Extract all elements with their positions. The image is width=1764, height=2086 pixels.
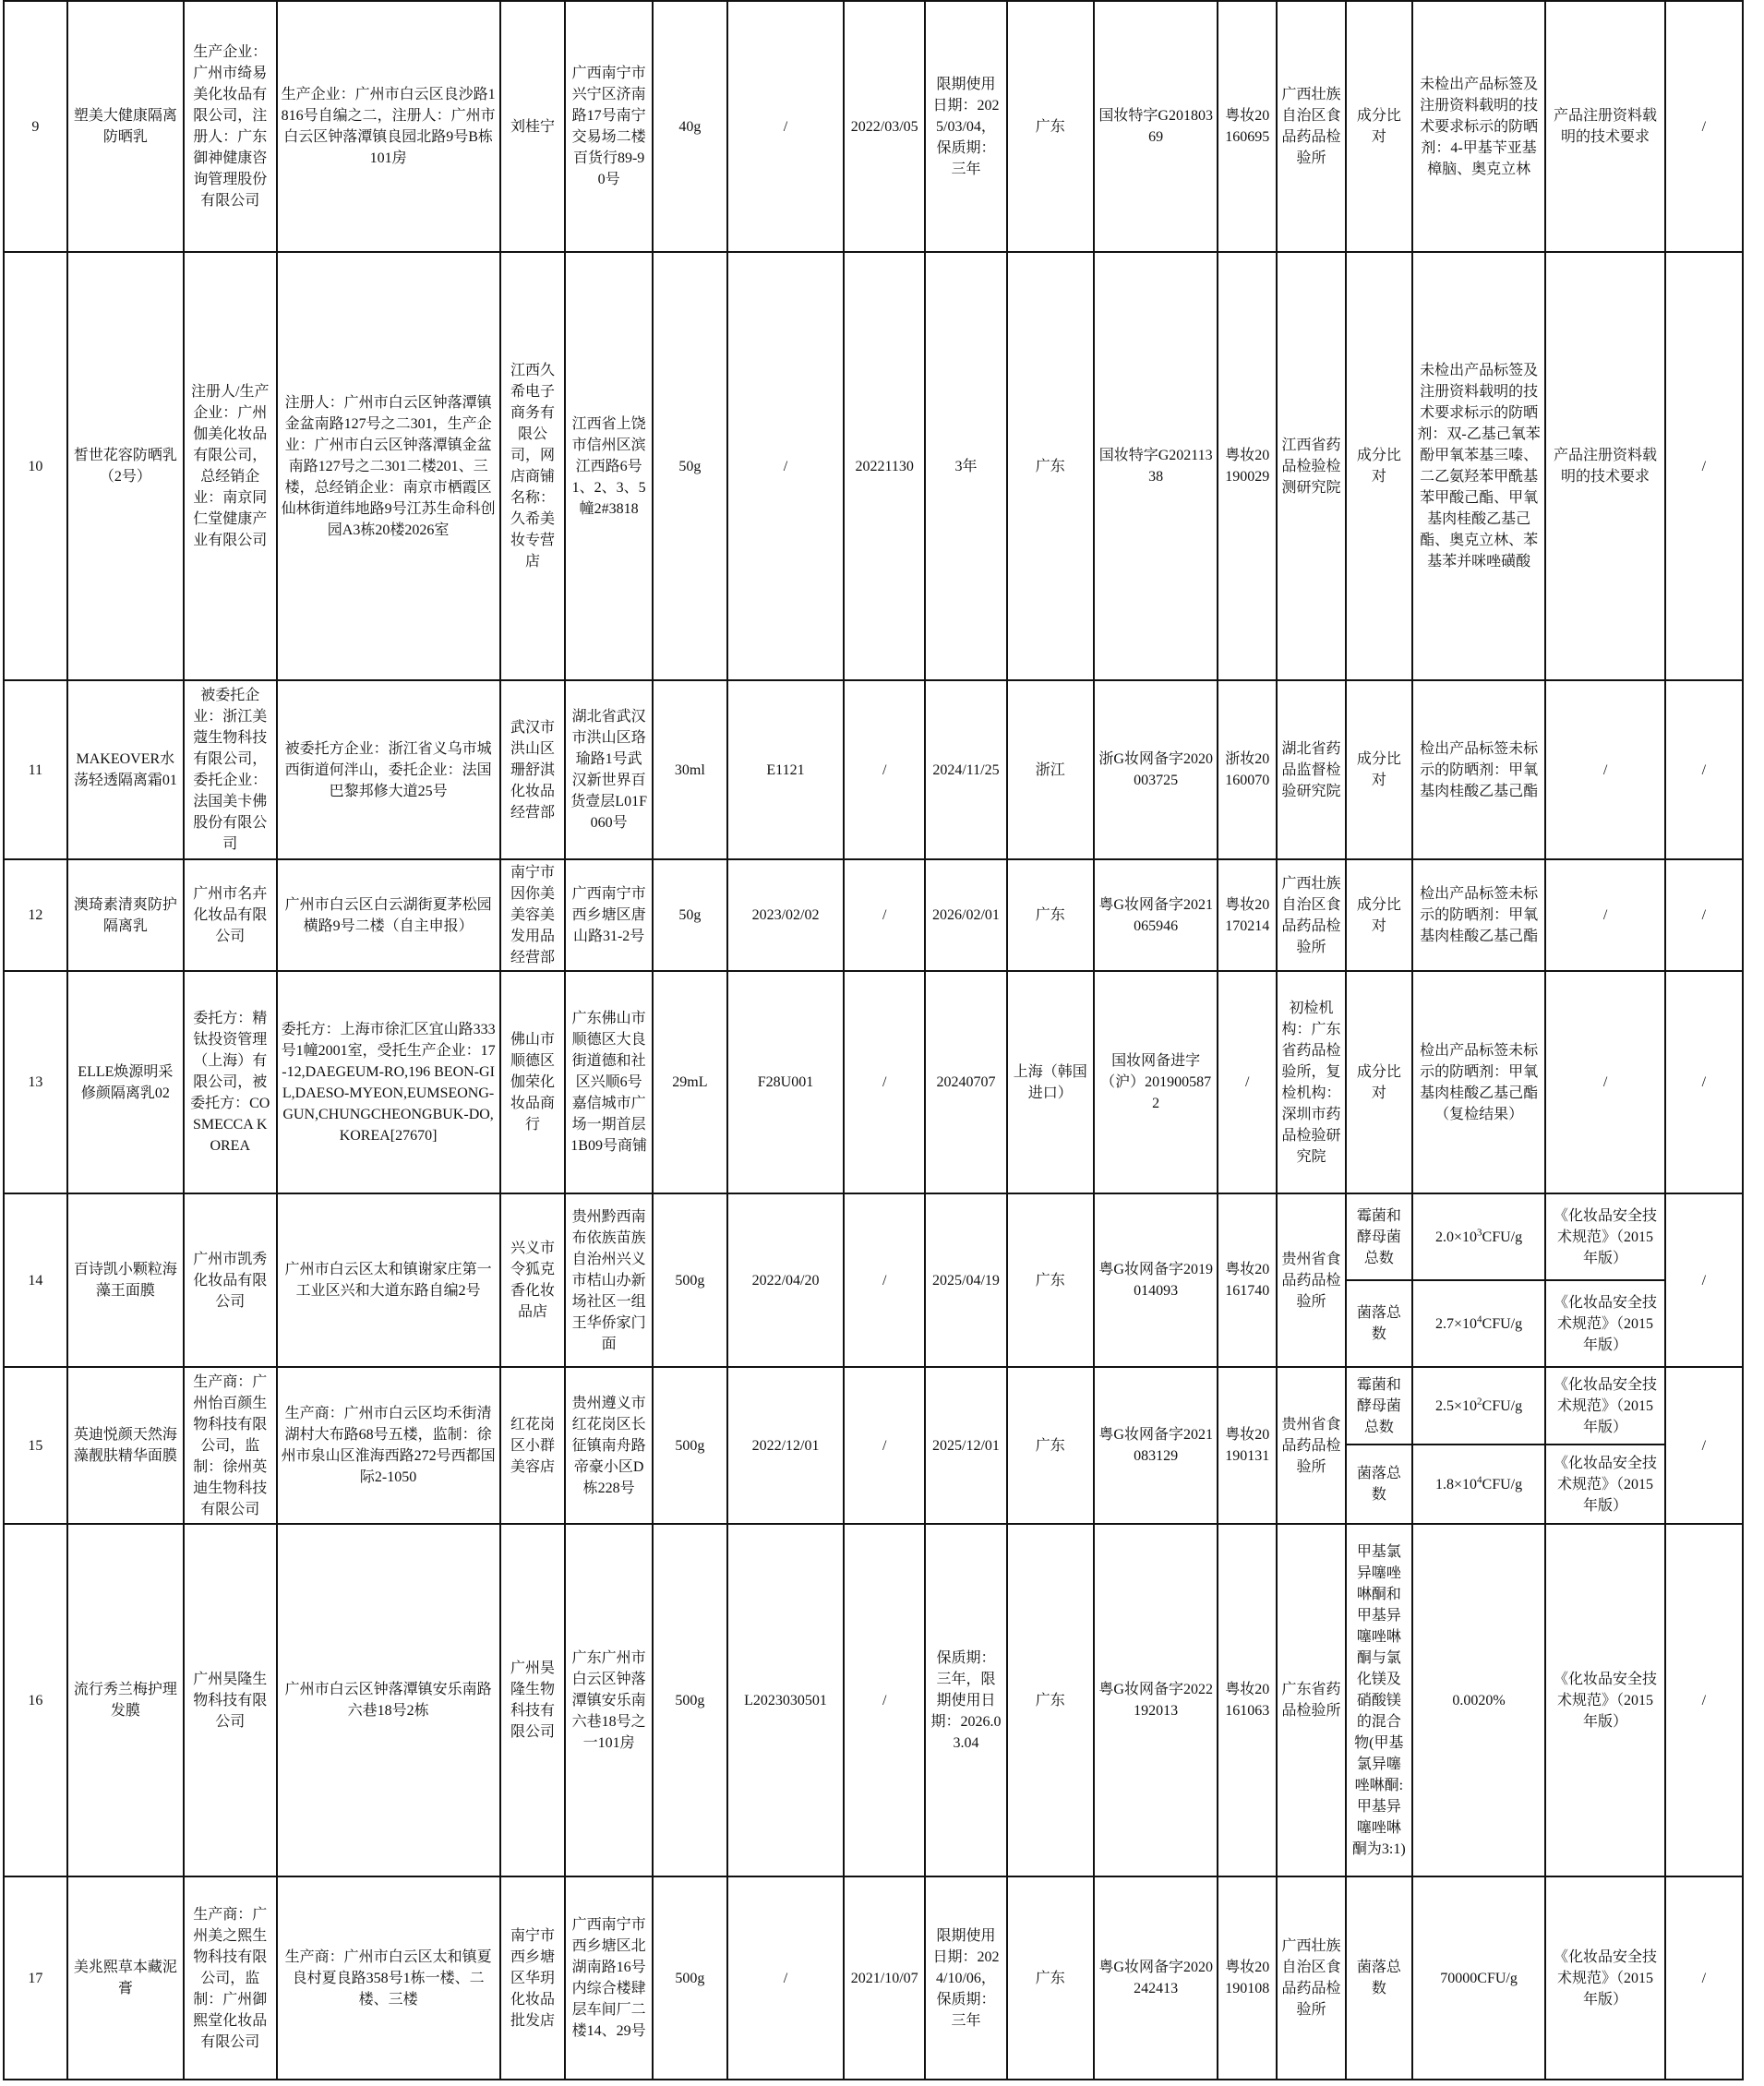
- cell-address: 广州市白云区太和镇谢家庄第一工业区兴和大道东路自编2号: [277, 1193, 500, 1367]
- cell-license: 粤妆20161063: [1218, 1524, 1277, 1876]
- cell-product: 澳琦素清爽防护隔离乳: [67, 859, 184, 971]
- cell-company: 生产企业：广州市绮易美化妆品有限公司，注册人：广东御神健康咨询管理股份有限公司: [184, 1, 277, 252]
- cell-seller: 刘桂宁: [500, 1, 566, 252]
- table-row: [4, 1876, 1743, 2080]
- cell-inspector: 广东省药品检验所: [1277, 1524, 1346, 1876]
- cell-standard: 产品注册资料载明的技术要求: [1545, 1, 1664, 252]
- cell-license: 粤妆20160695: [1218, 1, 1277, 252]
- cell-batch: L2023030501: [727, 1524, 844, 1876]
- table-row: [4, 1524, 1743, 1876]
- cell-batch: 2022/04/20: [727, 1193, 844, 1367]
- cell-product: MAKEOVER水荡轻透隔离霜01: [67, 680, 184, 859]
- cell-registration: 国妆特字G20180369: [1094, 1, 1218, 252]
- cell-expiry: 保质期：三年，限期使用日期：2026.03.04: [925, 1524, 1006, 1876]
- cell-remark: /: [1665, 1367, 1743, 1524]
- cell-seller-address: 广西南宁市西乡塘区北湖南路16号内综合楼肆层车间厂二楼14、29号: [565, 1876, 652, 2080]
- cell-registration: 粤G妆网备字2020242413: [1094, 1876, 1218, 2080]
- cell-standard: 《化妆品安全技术规范》（2015年版）: [1545, 1193, 1664, 1280]
- cell-item: 霉菌和酵母菌总数: [1346, 1367, 1412, 1445]
- cell-seller: 佛山市顺德区伽荣化妆品商行: [500, 971, 566, 1193]
- cell-product: 皙世花容防晒乳（2号）: [67, 252, 184, 680]
- cell-company: 注册人/生产企业：广州伽美化妆品有限公司，总经销企业：南京同仁堂健康产业有限公司: [184, 252, 277, 680]
- cell-result: 检出产品标签未标示的防晒剂：甲氧基肉桂酸乙基己酯（复检结果）: [1412, 971, 1546, 1193]
- cell-standard: 《化妆品安全技术规范》（2015年版）: [1545, 1876, 1664, 2080]
- cell-inspector: 广西壮族自治区食品药品检验所: [1277, 1876, 1346, 2080]
- cell-origin: 广东: [1007, 1367, 1094, 1524]
- cell-expiry: 2026/02/01: [925, 859, 1006, 971]
- cell-item: 霉菌和酵母菌总数: [1346, 1193, 1412, 1280]
- cell-production-date: 20221130: [844, 252, 925, 680]
- cell-result: 70000CFU/g: [1412, 1876, 1546, 2080]
- cell-item: 成分比对: [1346, 971, 1412, 1193]
- cell-license: 粤妆20170214: [1218, 859, 1277, 971]
- cell-license: /: [1218, 971, 1277, 1193]
- cell-seller-address: 贵州遵义市红花岗区长征镇南舟路帝豪小区D栋228号: [565, 1367, 652, 1524]
- cell-seller: 红花岗区小群美容店: [500, 1367, 566, 1524]
- cell-batch: /: [727, 1876, 844, 2080]
- cell-batch: /: [727, 1, 844, 252]
- cell-no: 16: [4, 1524, 67, 1876]
- cell-production-date: 2021/10/07: [844, 1876, 925, 2080]
- table-row: [4, 859, 1743, 971]
- cell-spec: 500g: [653, 1524, 727, 1876]
- cell-address: 广州市白云区钟落潭镇安乐南路六巷18号2栋: [277, 1524, 500, 1876]
- cell-batch: 2022/12/01: [727, 1367, 844, 1524]
- cell-inspector: 贵州省食品药品检验所: [1277, 1367, 1346, 1524]
- cell-company: 广州市凯秀化妆品有限公司: [184, 1193, 277, 1367]
- cell-seller-address: 广西南宁市兴宁区济南路17号南宁交易场二楼百货行89-90号: [565, 1, 652, 252]
- cell-production-date: /: [844, 971, 925, 1193]
- cell-address: 广州市白云区白云湖街夏茅松园横路9号二楼（自主申报）: [277, 859, 500, 971]
- cell-inspector: 贵州省食品药品检验所: [1277, 1193, 1346, 1367]
- cell-result: 0.0020%: [1412, 1524, 1546, 1876]
- cell-expiry: 20240707: [925, 971, 1006, 1193]
- cell-no: 11: [4, 680, 67, 859]
- cell-production-date: /: [844, 1367, 925, 1524]
- cell-registration: 国妆特字G20211338: [1094, 252, 1218, 680]
- cell-remark: /: [1665, 971, 1743, 1193]
- cell-license: 浙妆20160070: [1218, 680, 1277, 859]
- cell-result: 检出产品标签未标示的防晒剂：甲氧基肉桂酸乙基己酯: [1412, 859, 1546, 971]
- cell-result: 未检出产品标签及注册资料载明的技术要求标示的防晒剂：双-乙基己氧苯酚甲氧苯基三嗪、二乙氨羟苯甲酰基苯甲酸己酯、甲氧基肉桂酸乙基己酯、奥克立林、苯基苯并咪唑磺酸: [1412, 252, 1546, 680]
- cell-origin: 广东: [1007, 1, 1094, 252]
- cell-seller-address: 广东佛山市顺德区大良街道德和社区兴顺6号嘉信城市广场一期首层1B09号商铺: [565, 971, 652, 1193]
- cell-remark: /: [1665, 252, 1743, 680]
- cell-batch: E1121: [727, 680, 844, 859]
- table-row: [4, 1367, 1743, 1445]
- cell-expiry: 限期使用日期：2025/03/04，保质期：三年: [925, 1, 1006, 252]
- cell-seller: 广州昊隆生物科技有限公司: [500, 1524, 566, 1876]
- cell-expiry: 限期使用日期：2024/10/06，保质期：三年: [925, 1876, 1006, 2080]
- cell-spec: 29mL: [653, 971, 727, 1193]
- cell-origin: 广东: [1007, 1193, 1094, 1367]
- cell-company: 广州市名卉化妆品有限公司: [184, 859, 277, 971]
- cell-no: 10: [4, 252, 67, 680]
- cell-product: 美兆熙草本藏泥膏: [67, 1876, 184, 2080]
- cell-standard: 《化妆品安全技术规范》（2015年版）: [1545, 1524, 1664, 1876]
- cell-seller-address: 广东广州市白云区钟落潭镇安乐南六巷18号之一101房: [565, 1524, 652, 1876]
- cell-remark: /: [1665, 1876, 1743, 2080]
- cell-item: 菌落总数: [1346, 1280, 1412, 1367]
- cell-remark: /: [1665, 1524, 1743, 1876]
- cell-seller: 江西久希电子商务有限公司，网店商铺名称：久希美妆专营店: [500, 252, 566, 680]
- cell-standard: 产品注册资料载明的技术要求: [1545, 252, 1664, 680]
- cell-spec: 500g: [653, 1367, 727, 1524]
- cell-result: $2.0\times 10^3CFU/g$: [1412, 1193, 1546, 1280]
- cell-seller: 武汉市洪山区珊舒淇化妆品经营部: [500, 680, 566, 859]
- cell-address: 生产商：广州市白云区太和镇夏良村夏良路358号1栋一楼、二楼、三楼: [277, 1876, 500, 2080]
- cell-expiry: 2025/12/01: [925, 1367, 1006, 1524]
- cell-registration: 粤G妆网备字2021083129: [1094, 1367, 1218, 1524]
- cell-origin: 浙江: [1007, 680, 1094, 859]
- cell-item: 成分比对: [1346, 859, 1412, 971]
- cell-remark: /: [1665, 680, 1743, 859]
- cell-production-date: 2022/03/05: [844, 1, 925, 252]
- cell-remark: /: [1665, 1, 1743, 252]
- cell-item: 菌落总数: [1346, 1876, 1412, 2080]
- cell-result: 未检出产品标签及注册资料载明的技术要求标示的防晒剂：4-甲基苄亚基樟脑、奥克立林: [1412, 1, 1546, 252]
- cell-result: 检出产品标签未标示的防晒剂：甲氧基肉桂酸乙基己酯: [1412, 680, 1546, 859]
- cell-item: 成分比对: [1346, 680, 1412, 859]
- table-row: [4, 1193, 1743, 1280]
- cell-registration: 国妆网备进字（沪）2019005872: [1094, 971, 1218, 1193]
- cell-spec: 50g: [653, 859, 727, 971]
- cell-spec: 500g: [653, 1193, 727, 1367]
- cell-standard: /: [1545, 859, 1664, 971]
- cell-result: $2.7\times 10^4CFU/g$: [1412, 1280, 1546, 1367]
- cell-seller: 兴义市令狐克香化妆品店: [500, 1193, 566, 1367]
- cell-batch: F28U001: [727, 971, 844, 1193]
- cell-expiry: 2024/11/25: [925, 680, 1006, 859]
- cell-product: 流行秀兰梅护理发膜: [67, 1524, 184, 1876]
- table-row: [4, 680, 1743, 859]
- cell-address: 委托方：上海市徐汇区宜山路333号1幢2001室，受托生产企业：17-12,DAEGEUM-RO,196 BEON-GIL,DAESO-MYEON,EUMSEONG-GUN,CHUNGCHEONGBUK-DO,KOREA[27670]: [277, 971, 500, 1193]
- cell-expiry: 3年: [925, 252, 1006, 680]
- cell-origin: 广东: [1007, 1524, 1094, 1876]
- cell-inspector: 广西壮族自治区食品药品检验所: [1277, 859, 1346, 971]
- cell-batch: /: [727, 252, 844, 680]
- cell-registration: 粤G妆网备字2022192013: [1094, 1524, 1218, 1876]
- cell-seller-address: 贵州黔西南布依族苗族自治州兴义市桔山办新场社区一组王华侨家门面: [565, 1193, 652, 1367]
- cell-no: 12: [4, 859, 67, 971]
- cell-product: 百诗凯小颗粒海藻王面膜: [67, 1193, 184, 1367]
- cell-remark: /: [1665, 1193, 1743, 1367]
- inspection-results-table: [3, 0, 1744, 2080]
- cell-batch: 2023/02/02: [727, 859, 844, 971]
- cell-company: 被委托企业：浙江美蔻生物科技有限公司，委托企业：法国美卡佛股份有限公司: [184, 680, 277, 859]
- cell-no: 14: [4, 1193, 67, 1367]
- cell-spec: 40g: [653, 1, 727, 252]
- cell-address: 被委托方企业：浙江省义乌市城西街道何泮山，委托企业：法国巴黎邦修大道25号: [277, 680, 500, 859]
- cell-no: 13: [4, 971, 67, 1193]
- cell-item: 甲基氯异噻唑啉酮和甲基异噻唑啉酮与氯化镁及硝酸镁的混合物(甲基氯异噻唑啉酮:甲基异噻唑啉酮为3:1): [1346, 1524, 1412, 1876]
- cell-inspector: 江西省药品检验检测研究院: [1277, 252, 1346, 680]
- cell-inspector: 初检机构：广东省药品检验所，复检机构：深圳市药品检验研究院: [1277, 971, 1346, 1193]
- cell-license: 粤妆20190108: [1218, 1876, 1277, 2080]
- cell-standard: 《化妆品安全技术规范》（2015年版）: [1545, 1280, 1664, 1367]
- cell-address: 生产企业：广州市白云区良沙路1816号自编之二，注册人：广州市白云区钟落潭镇良园北路9号B栋101房: [277, 1, 500, 252]
- cell-expiry: 2025/04/19: [925, 1193, 1006, 1367]
- cell-registration: 粤G妆网备字2019014093: [1094, 1193, 1218, 1367]
- cell-no: 9: [4, 1, 67, 252]
- cell-spec: 30ml: [653, 680, 727, 859]
- cell-standard: /: [1545, 680, 1664, 859]
- cell-seller-address: 江西省上饶市信州区滨江西路6号1、2、3、5幢2#3818: [565, 252, 652, 680]
- cell-no: 17: [4, 1876, 67, 2080]
- cell-company: 生产商：广州怡百颜生物科技有限公司，监制：徐州英迪生物科技有限公司: [184, 1367, 277, 1524]
- cell-production-date: /: [844, 680, 925, 859]
- cell-inspector: 湖北省药品监督检验研究院: [1277, 680, 1346, 859]
- cell-seller-address: 广西南宁市西乡塘区唐山路31-2号: [565, 859, 652, 971]
- table-row: [4, 252, 1743, 680]
- cell-remark: /: [1665, 859, 1743, 971]
- cell-registration: 粤G妆网备字2021065946: [1094, 859, 1218, 971]
- cell-origin: 广东: [1007, 1876, 1094, 2080]
- cell-origin: 上海（韩国进口）: [1007, 971, 1094, 1193]
- cell-license: 粤妆20161740: [1218, 1193, 1277, 1367]
- cell-spec: 500g: [653, 1876, 727, 2080]
- cell-seller-address: 湖北省武汉市洪山区珞瑜路1号武汉新世界百货壹层L01F060号: [565, 680, 652, 859]
- cell-production-date: /: [844, 859, 925, 971]
- cell-no: 15: [4, 1367, 67, 1524]
- cell-address: 生产商：广州市白云区均禾街清湖村大布路68号五楼，监制：徐州市泉山区淮海西路272号西都国际2-1050: [277, 1367, 500, 1524]
- cell-item: 成分比对: [1346, 1, 1412, 252]
- cell-company: 委托方：精钛投资管理（上海）有限公司，被委托方：COSMECCA KOREA: [184, 971, 277, 1193]
- cell-seller: 南宁市西乡塘区华玥化妆品批发店: [500, 1876, 566, 2080]
- cell-standard: 《化妆品安全技术规范》（2015年版）: [1545, 1445, 1664, 1524]
- table-row: [4, 971, 1743, 1193]
- cell-license: 粤妆20190029: [1218, 252, 1277, 680]
- cell-production-date: /: [844, 1193, 925, 1367]
- cell-company: 生产商：广州美之熙生物科技有限公司，监制：广州御熙堂化妆品有限公司: [184, 1876, 277, 2080]
- cell-standard: /: [1545, 971, 1664, 1193]
- cell-product: ELLE焕源明采修颜隔离乳02: [67, 971, 184, 1193]
- cell-registration: 浙G妆网备字2020003725: [1094, 680, 1218, 859]
- cell-product: 英迪悦颜天然海藻靓肤精华面膜: [67, 1367, 184, 1524]
- cell-address: 注册人：广州市白云区钟落潭镇金盆南路127号之二301，生产企业：广州市白云区钟落潭镇金盆南路127号之二301二楼201、三楼，总经销企业：南京市栖霞区仙林街道纬地路9号江苏生命科创园A3栋20楼2026室: [277, 252, 500, 680]
- cell-product: 塑美大健康隔离防晒乳: [67, 1, 184, 252]
- cell-result: $2.5\times 10^2CFU/g$: [1412, 1367, 1546, 1445]
- cell-origin: 广东: [1007, 252, 1094, 680]
- cell-production-date: /: [844, 1524, 925, 1876]
- cell-company: 广州昊隆生物科技有限公司: [184, 1524, 277, 1876]
- cell-seller: 南宁市因你美美容美发用品经营部: [500, 859, 566, 971]
- cell-item: 成分比对: [1346, 252, 1412, 680]
- cell-spec: 50g: [653, 252, 727, 680]
- cell-origin: 广东: [1007, 859, 1094, 971]
- cell-inspector: 广西壮族自治区食品药品检验所: [1277, 1, 1346, 252]
- cell-license: 粤妆20190131: [1218, 1367, 1277, 1524]
- cell-item: 菌落总数: [1346, 1445, 1412, 1524]
- cell-result: $1.8\times 10^4CFU/g$: [1412, 1445, 1546, 1524]
- table-row: [4, 1, 1743, 252]
- cell-standard: 《化妆品安全技术规范》（2015年版）: [1545, 1367, 1664, 1445]
